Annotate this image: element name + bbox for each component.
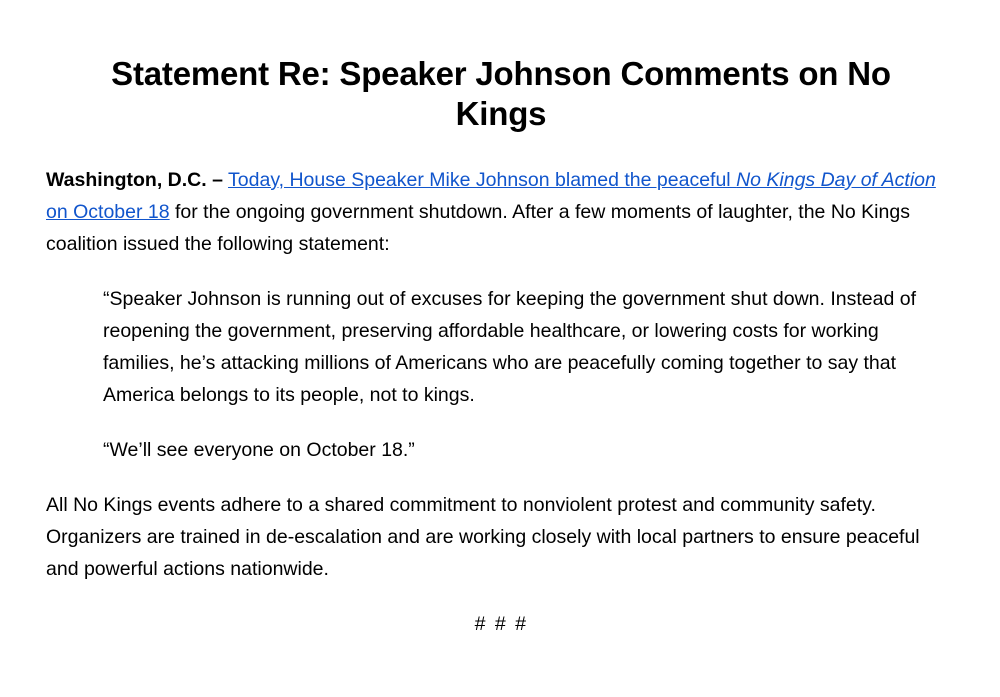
press-release-page [0,54,1000,697]
link-text-start: Today, House Speaker Mike Johnson blamed the peaceful [228,169,737,191]
link-text-end: on October 18 [46,201,170,223]
page-title: Statement Re: Speaker Johnson Comments on No Kings [111,55,891,132]
lead-paragraph-text: for the ongoing government shutdown. After a few moments of laughter, the No Kings coalition issued the following statement: [46,201,910,255]
statement-quote: “Speaker Johnson is running out of excuses for keeping the government shut down. Instead of reopening the government, preserving affordable healthcare, or lowering costs for working families, he’s attacking millions of Americans who are peacefully coming together to say that America belongs to its people, not to kings. [103,288,917,406]
link-text-event-name: No Kings Day of Action [736,169,936,191]
dateline: Washington, D.C. – [46,169,223,191]
lead-paragraph [46,164,956,260]
statement-quote-closing-line: “We’ll see everyone on October 18.” [103,439,415,461]
closing-paragraph: All No Kings events adhere to a shared commitment to nonviolent protest and community safety. Organizers are trained in de-escalation and are working closely with local partners to ensure peaceful and powerful actions nationwide. [46,494,920,580]
end-of-release-mark: # # # [474,613,528,635]
